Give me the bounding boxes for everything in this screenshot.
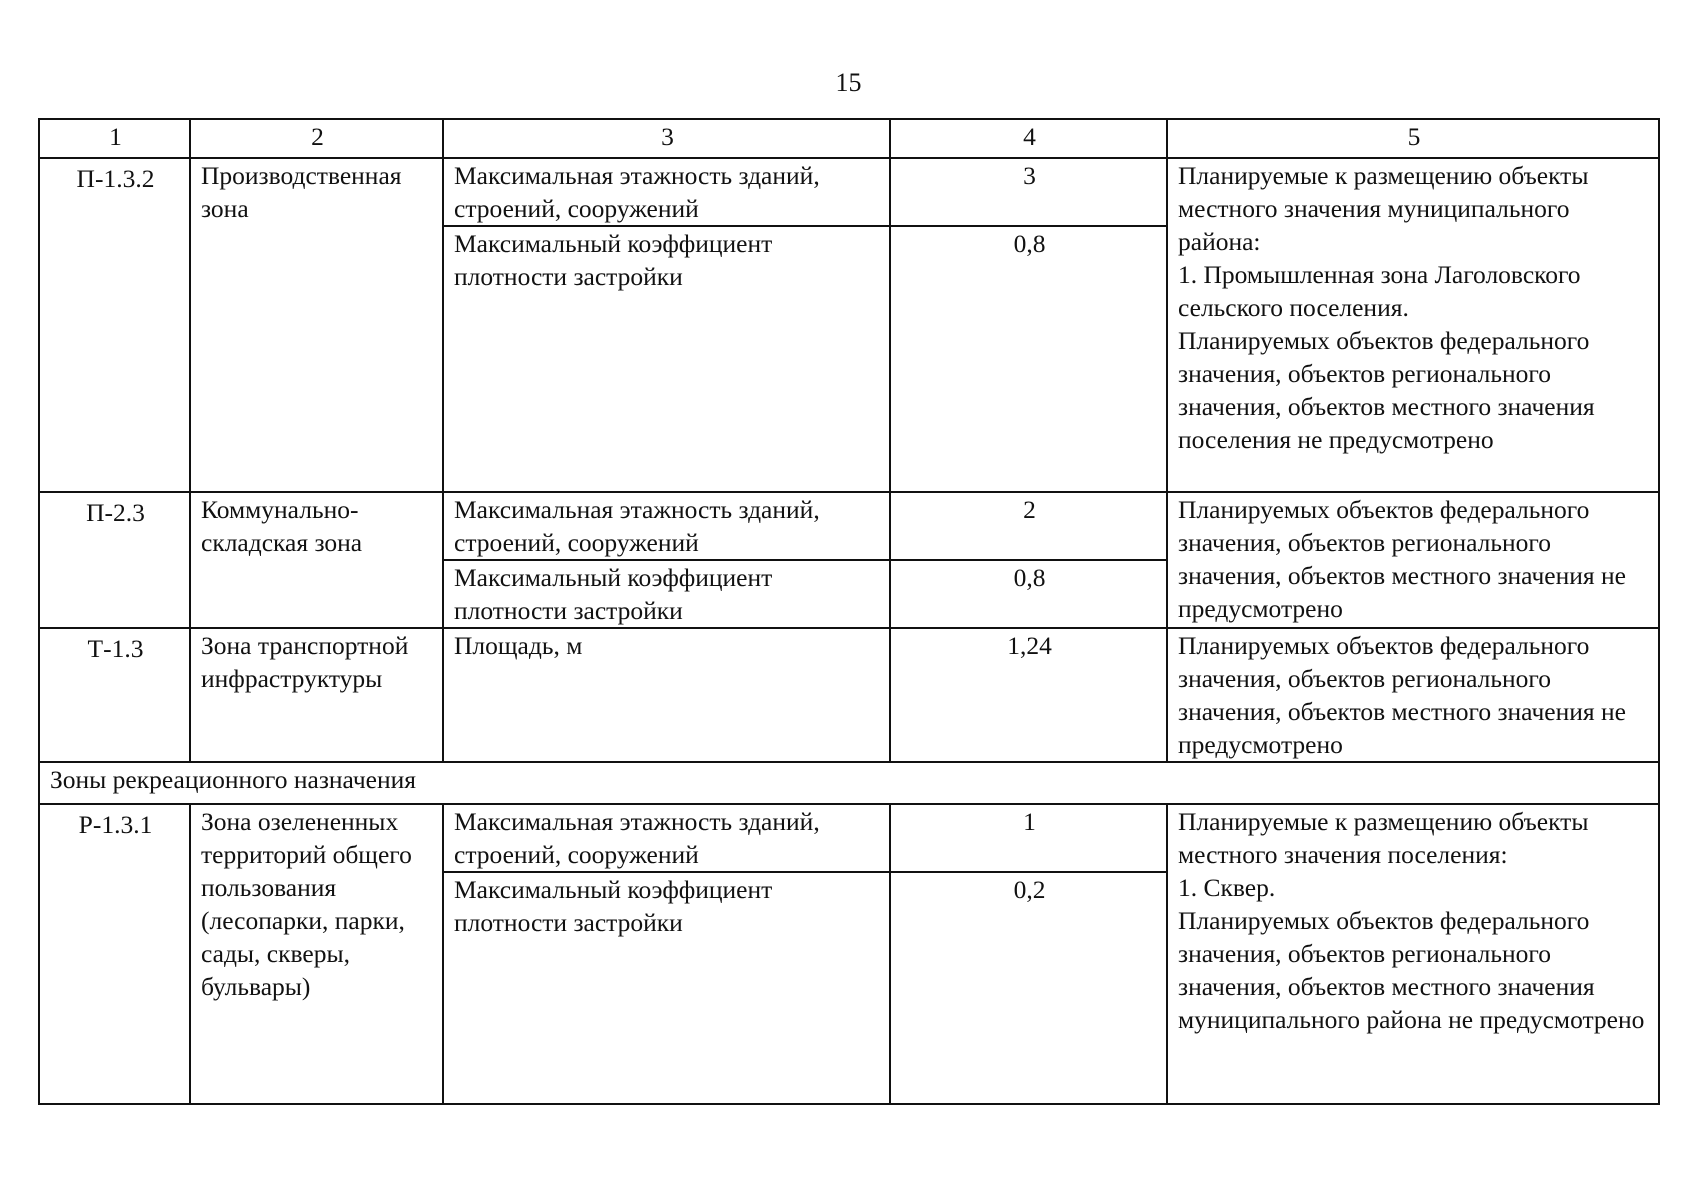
planned-objects [1167,492,1659,628]
param-name: Максимальный коэффициент плотности застройки [443,560,890,628]
param-value: 0,8 [890,226,1167,492]
column-header: 2 [190,119,443,158]
planned-objects [1167,628,1659,762]
objects-text: Планируемых объектов федерального значения, объектов регионального значения, объектов местного значения не предусмотрено [1178,495,1626,623]
zone-name: Производственная зона [190,158,443,492]
zone-code: П-1.3.2 [39,158,190,492]
param-value: 1 [890,804,1167,872]
zone-name: Зона транспортной инфраструктуры [190,628,443,762]
param-name: Максимальная этажность зданий, строений, сооружений [443,492,890,560]
zone-code: П-2.3 [39,492,190,628]
param-value: 0,2 [890,872,1167,1104]
objects-text: Планируемых объектов федерального значения, объектов регионального значения, объектов местного значения муниципального района не предусмотрено [1178,906,1645,1034]
column-header: 1 [39,119,190,158]
zone-code: Т-1.3 [39,628,190,762]
objects-text: Планируемых объектов федерального значения, объектов регионального значения, объектов местного значения не предусмотрено [1178,631,1626,759]
section-title: Зоны рекреационного назначения [39,762,1659,804]
zone-name: Зона озелененных территорий общего пользования (лесопарки, парки, сады, скверы, бульвары) [190,804,443,1104]
planned-objects [1167,804,1659,1104]
column-header: 4 [890,119,1167,158]
param-name: Максимальный коэффициент плотности застройки [443,226,890,492]
planned-objects [1167,158,1659,492]
section-row [39,762,1659,804]
param-value: 3 [890,158,1167,226]
param-value: 0,8 [890,560,1167,628]
objects-text: 1. Сквер. [1178,873,1276,902]
param-value: 1,24 [890,628,1167,762]
table-row [39,492,1659,560]
param-name: Максимальный коэффициент плотности застройки [443,872,890,1104]
table-row [39,628,1659,762]
param-name: Площадь, м [443,628,890,762]
objects-text: 1. Промышленная зона Лаголовского сельского поселения. [1178,260,1581,322]
objects-text: Планируемые к размещению объекты местного значения муниципального района: [1178,161,1589,256]
zone-code: Р-1.3.1 [39,804,190,1104]
column-header: 5 [1167,119,1659,158]
param-name: Максимальная этажность зданий, строений, сооружений [443,804,890,872]
table-header-row [39,119,1659,158]
objects-text: Планируемых объектов федерального значения, объектов регионального значения, объектов местного значения поселения не предусмотрено [1178,326,1595,454]
page-number: 15 [835,68,862,97]
column-header: 3 [443,119,890,158]
table-row [39,158,1659,226]
zone-name: Коммунально-складская зона [190,492,443,628]
objects-text: Планируемые к размещению объекты местного значения поселения: [1178,807,1589,869]
table-row [39,804,1659,872]
param-name: Максимальная этажность зданий, строений, сооружений [443,158,890,226]
zones-table [38,118,1660,1105]
param-value: 2 [890,492,1167,560]
